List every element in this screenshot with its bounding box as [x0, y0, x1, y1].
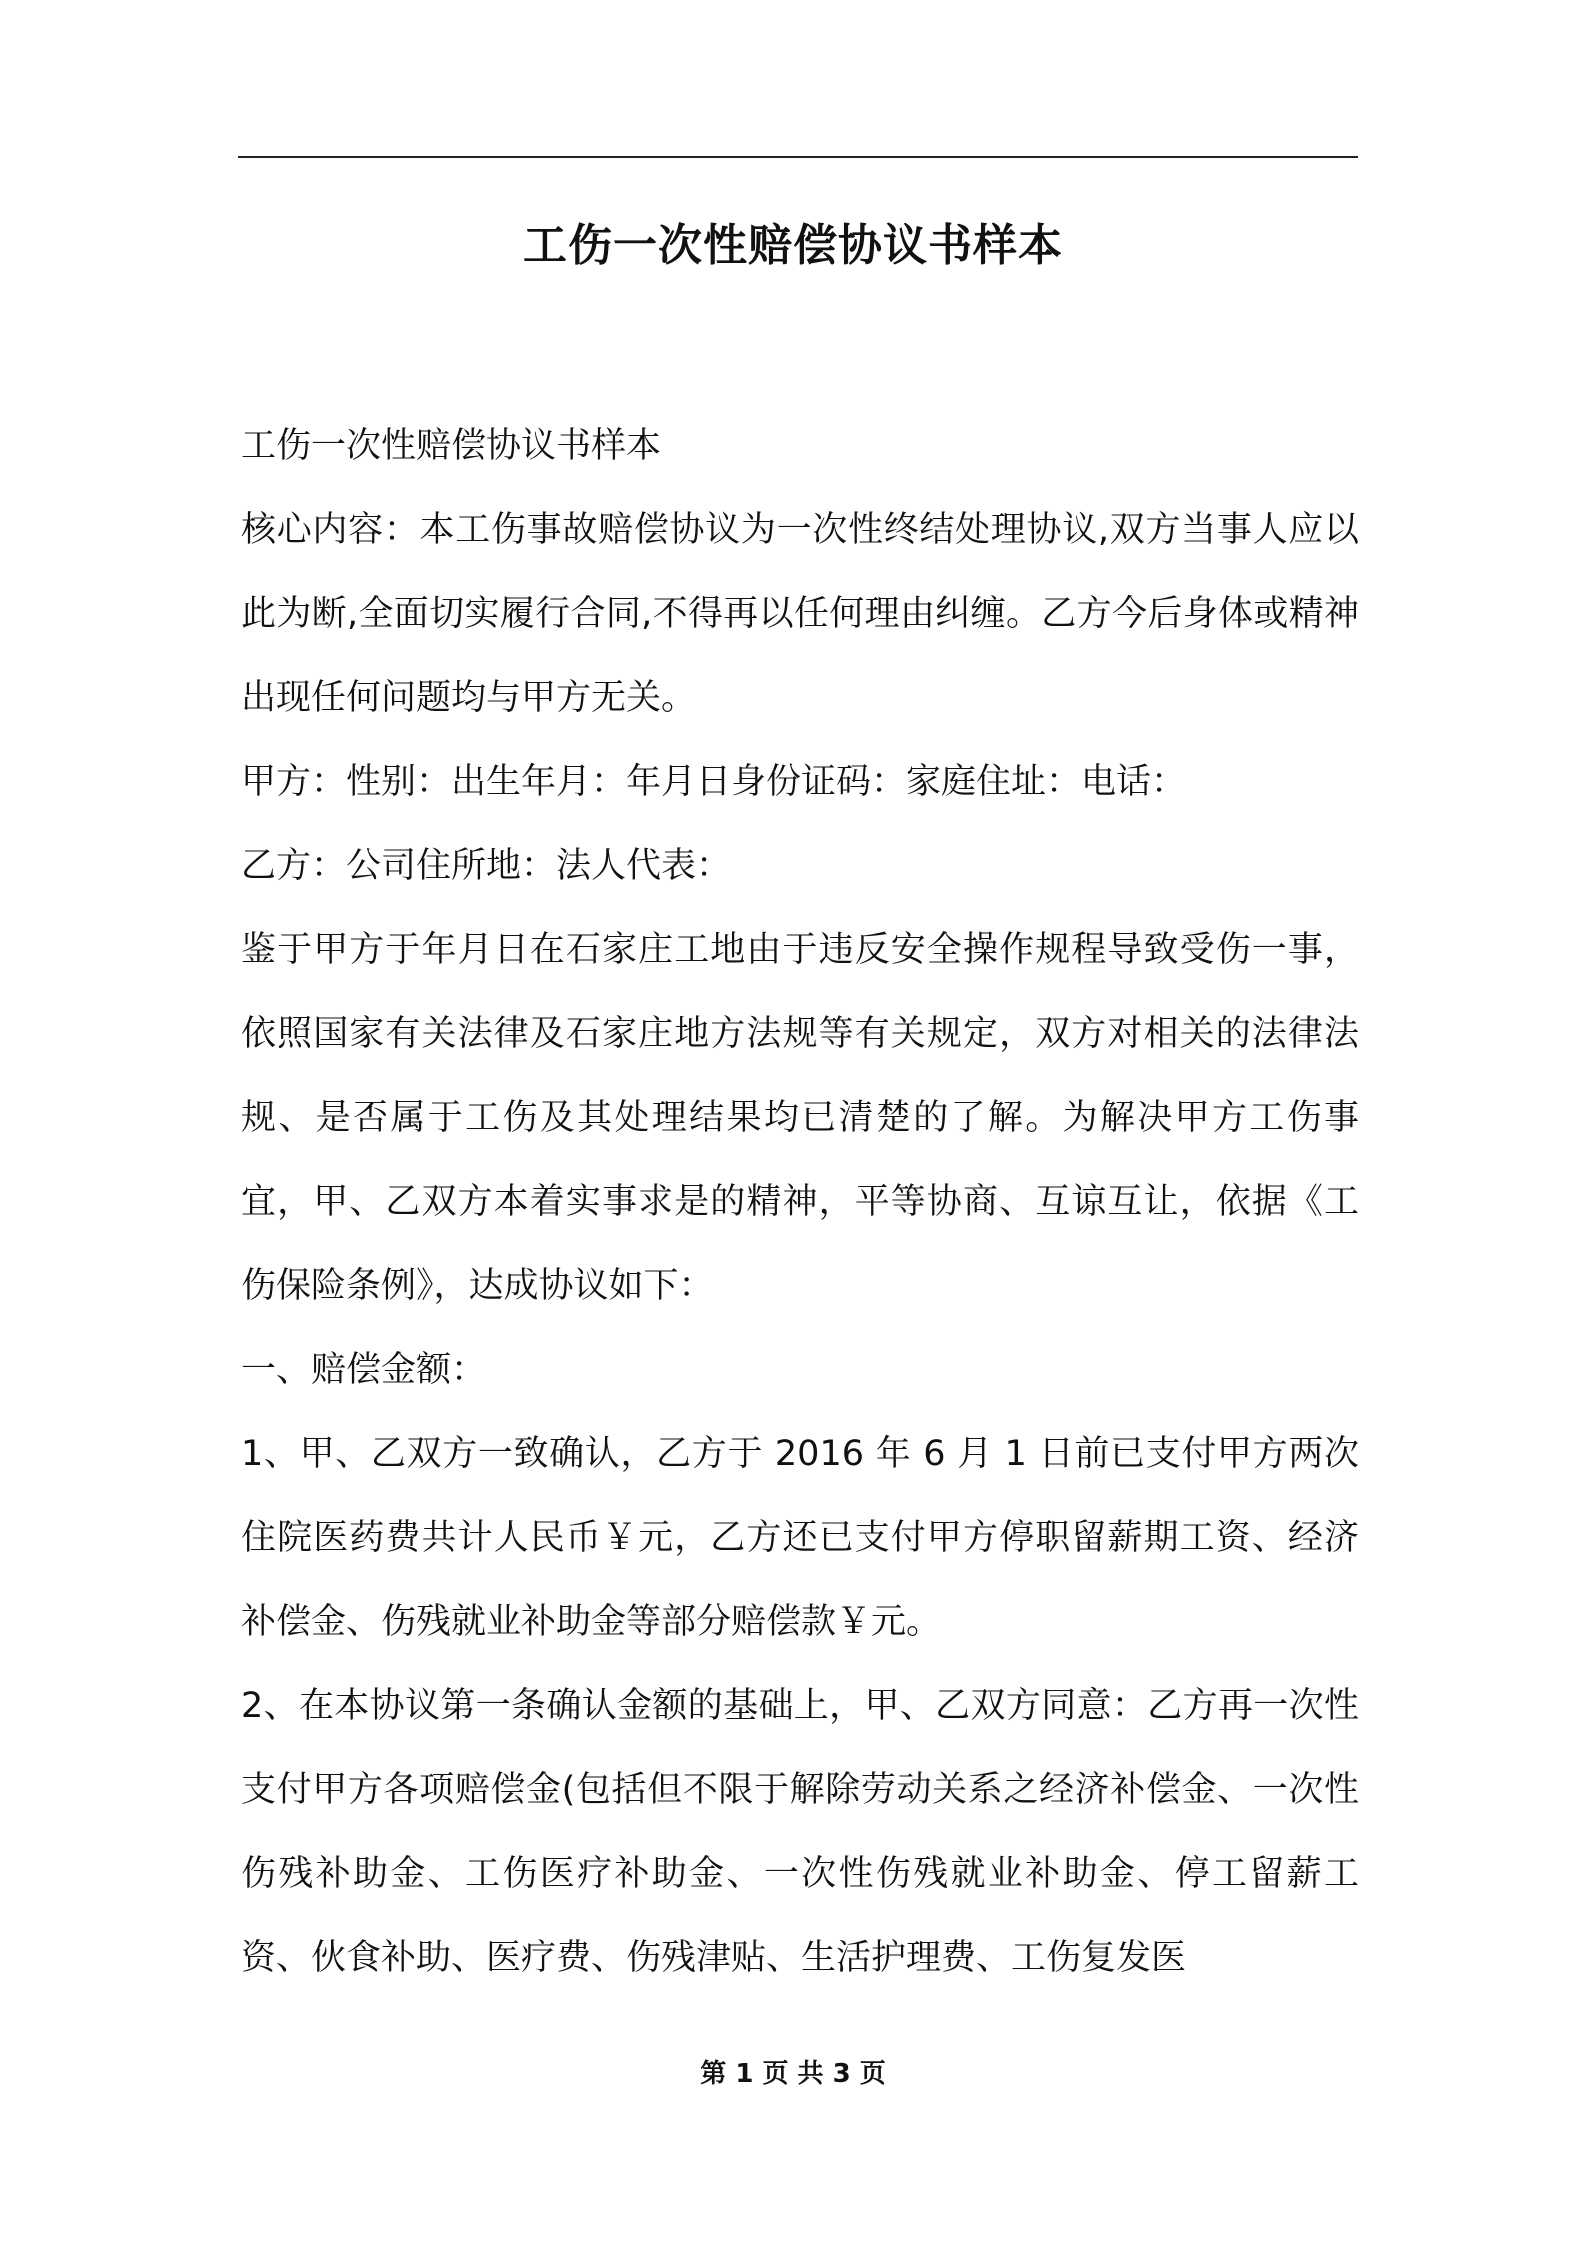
- document-title: 工伤一次性赔偿协议书样本: [523, 220, 1063, 271]
- clause-2: 2、在本协议第一条确认金额的基础上，甲、乙双方同意：乙方再一次性支付甲方各项赔偿金(包括但不限于解除劳动关系之经济补偿金、一次性伤残补助金、工伤医疗补助金、一次性伤残就业补助金、停工留薪工资、伙食补助、医疗费、伤残津贴、生活护理费、工伤复发医: [241, 1686, 1359, 1978]
- paragraph-party-b: 乙方：公司住所地：法人代表：: [241, 846, 732, 886]
- clause-1: 1、甲、乙双方一致确认，乙方于 2016 年 6 月 1 日前已支付甲方两次住院医药费共计人民币￥元，乙方还已支付甲方停职留薪期工资、经济补偿金、伤残就业补助金等部分赔偿款￥元。: [241, 1434, 1359, 1642]
- header-rule: [238, 156, 1358, 158]
- page-number: 第 1 页 共 3 页: [700, 2059, 886, 2089]
- section-heading-compensation: 一、赔偿金额：: [241, 1350, 487, 1390]
- paragraph-party-a: 甲方：性别：出生年月：年月日身份证码：家庭住址：电话：: [241, 762, 1187, 802]
- paragraph-core-content: 核心内容：本工伤事故赔偿协议为一次性终结处理协议,双方当事人应以此为断,全面切实履行合同,不得再以任何理由纠缠。乙方今后身体或精神出现任何问题均与甲方无关。: [241, 510, 1359, 718]
- document-body: [241, 404, 1359, 2000]
- paragraph-recital: 鉴于甲方于年月日在石家庄工地由于违反安全操作规程导致受伤一事，依照国家有关法律及石家庄地方法规等有关规定，双方对相关的法律法规、是否属于工伤及其处理结果均已清楚的了解。为解决甲方工伤事宜，甲、乙双方本着实事求是的精神，平等协商、互谅互让，依据《工伤保险条例》，达成协议如下：: [241, 930, 1359, 1306]
- paragraph-subtitle: 工伤一次性赔偿协议书样本: [241, 426, 662, 466]
